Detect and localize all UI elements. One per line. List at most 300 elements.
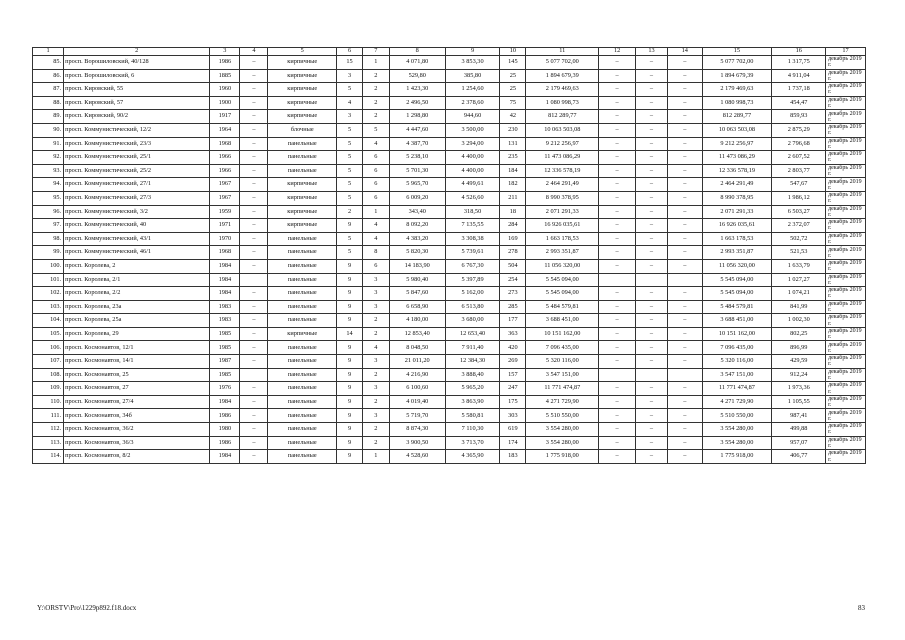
unit-cost-cell: 1 737,18 [772,83,826,97]
unit-cost-cell: 1 317,75 [772,56,826,70]
header-cell: 4 [240,48,268,56]
living-area-cell: 318,50 [445,205,500,219]
total-area-cell: 8 874,30 [389,423,445,437]
row-number-cell: 99. [33,246,64,260]
regional-cost-cell: – [635,341,667,355]
floors-cell: 9 [337,300,363,314]
table-row [33,232,866,246]
table-row [33,56,866,70]
reconstruction-year-cell: – [240,341,268,355]
wall-material-cell: кирпичные [268,110,337,124]
local-cost-cell: – [668,314,702,328]
living-area-cell: 3 680,00 [445,314,500,328]
owners-cost-cell: 8 990 378,95 [702,191,772,205]
entrances-cell: 3 [362,287,389,301]
floors-cell: 9 [337,314,363,328]
reconstruction-year-cell: – [240,56,268,70]
address-cell: просп. Космонавтов, 27 [64,382,210,396]
total-cost-cell: 10 063 503,08 [526,123,599,137]
total-cost-cell: 1 894 679,39 [526,69,599,83]
residents-cell: 169 [500,232,526,246]
unit-cost-cell: 2 875,29 [772,123,826,137]
reconstruction-year-cell: – [240,178,268,192]
unit-cost-cell: 1 973,36 [772,382,826,396]
reconstruction-year-cell: – [240,137,268,151]
entrances-cell: 6 [362,151,389,165]
table-row [33,191,866,205]
year-built-cell: 1984 [210,273,240,287]
unit-cost-cell: 2 803,77 [772,164,826,178]
owners-cost-cell: 16 926 035,61 [702,219,772,233]
row-number-cell: 110. [33,395,64,409]
row-number-cell: 114. [33,450,64,464]
total-area-cell: 4 383,20 [389,232,445,246]
deadline-cell: декабрь 2019 г. [826,56,866,70]
fund-cost-cell: – [599,69,636,83]
total-cost-cell: 16 926 035,61 [526,219,599,233]
wall-material-cell: кирпичные [268,96,337,110]
owners-cost-cell: 5 077 702,00 [702,56,772,70]
file-path: Y:\ORSTV\Pro\1229p892.f18.docx [37,604,137,612]
address-cell: просп. Ворошиловский, 6 [64,69,210,83]
regional-cost-cell: – [635,83,667,97]
header-cell: 17 [826,48,866,56]
living-area-cell: 7 110,30 [445,423,500,437]
year-built-cell: 1970 [210,232,240,246]
entrances-cell: 2 [362,314,389,328]
table-row [33,83,866,97]
owners-cost-cell: 812 289,77 [702,110,772,124]
regional-cost-cell: – [635,436,667,450]
reconstruction-year-cell: – [240,300,268,314]
wall-material-cell: кирпичные [268,83,337,97]
total-cost-cell: 5 545 094,00 [526,273,599,287]
living-area-cell: 7 911,40 [445,341,500,355]
owners-cost-cell: 10 063 503,08 [702,123,772,137]
total-area-cell: 4 019,40 [389,395,445,409]
wall-material-cell: кирпичные [268,69,337,83]
living-area-cell: 3 294,00 [445,137,500,151]
header-cell: 10 [500,48,526,56]
table-row [33,423,866,437]
total-cost-cell: 5 320 116,00 [526,355,599,369]
floors-cell: 9 [337,450,363,464]
row-number-cell: 91. [33,137,64,151]
residents-cell: 420 [500,341,526,355]
total-area-cell: 6 009,20 [389,191,445,205]
regional-cost-cell: – [635,178,667,192]
owners-cost-cell: 11 771 474,87 [702,382,772,396]
year-built-cell: 1983 [210,314,240,328]
living-area-cell: 12 384,30 [445,355,500,369]
deadline-cell: декабрь 2019 г. [826,164,866,178]
address-cell: просп. Кировский, 55 [64,83,210,97]
living-area-cell: 3 500,00 [445,123,500,137]
entrances-cell: 2 [362,436,389,450]
row-number-cell: 101. [33,273,64,287]
floors-cell: 5 [337,83,363,97]
unit-cost-cell: 2 607,52 [772,151,826,165]
owners-cost-cell: 2 179 469,63 [702,83,772,97]
total-cost-cell: 12 336 578,19 [526,164,599,178]
floors-cell: 5 [337,137,363,151]
reconstruction-year-cell: – [240,409,268,423]
local-cost-cell: – [668,382,702,396]
total-cost-cell: 2 071 291,33 [526,205,599,219]
unit-cost-cell: 957,07 [772,436,826,450]
regional-cost-cell: – [635,327,667,341]
reconstruction-year-cell: – [240,96,268,110]
floors-cell: 9 [337,423,363,437]
reconstruction-year-cell: – [240,69,268,83]
owners-cost-cell: 5 545 094,00 [702,273,772,287]
address-cell: просп. Королева, 29 [64,327,210,341]
deadline-cell: декабрь 2019 г. [826,232,866,246]
table-row [33,123,866,137]
table-row [33,246,866,260]
address-cell: просп. Космонавтов, 12/1 [64,341,210,355]
row-number-cell: 93. [33,164,64,178]
total-area-cell: 529,80 [389,69,445,83]
address-cell: просп. Космонавтов, 8/2 [64,450,210,464]
living-area-cell: 385,80 [445,69,500,83]
deadline-cell: декабрь 2019 г. [826,83,866,97]
floors-cell: 15 [337,56,363,70]
address-cell: просп. Коммунистический, 12/2 [64,123,210,137]
address-cell: просп. Коммунистический, 40 [64,219,210,233]
wall-material-cell: кирпичные [268,56,337,70]
entrances-cell: 6 [362,164,389,178]
regional-cost-cell: – [635,96,667,110]
owners-cost-cell: 10 151 162,00 [702,327,772,341]
local-cost-cell: – [668,219,702,233]
deadline-cell: декабрь 2019 г. [826,137,866,151]
row-number-cell: 111. [33,409,64,423]
header-cell: 9 [445,48,500,56]
residents-cell: 184 [500,164,526,178]
wall-material-cell: панельные [268,232,337,246]
regional-cost-cell: – [635,382,667,396]
total-cost-cell: 11 771 474,87 [526,382,599,396]
wall-material-cell: панельные [268,300,337,314]
residents-cell: 157 [500,368,526,382]
reconstruction-year-cell: – [240,355,268,369]
address-cell: просп. Королева, 2/2 [64,287,210,301]
row-number-cell: 94. [33,178,64,192]
local-cost-cell: – [668,123,702,137]
year-built-cell: 1885 [210,69,240,83]
unit-cost-cell: 1 002,30 [772,314,826,328]
reconstruction-year-cell: – [240,395,268,409]
entrances-cell: 8 [362,246,389,260]
total-area-cell: 5 719,70 [389,409,445,423]
row-number-cell: 90. [33,123,64,137]
local-cost-cell: – [668,436,702,450]
year-built-cell: 1968 [210,137,240,151]
year-built-cell: 1984 [210,450,240,464]
total-area-cell: 4 528,60 [389,450,445,464]
floors-cell: 9 [337,395,363,409]
total-cost-cell: 2 179 469,63 [526,83,599,97]
deadline-cell: декабрь 2019 г. [826,259,866,273]
table-row [33,341,866,355]
total-area-cell: 1 423,30 [389,83,445,97]
deadline-cell: декабрь 2019 г. [826,69,866,83]
address-cell: просп. Космонавтов, 36/2 [64,423,210,437]
owners-cost-cell: 11 473 086,29 [702,151,772,165]
year-built-cell: 1966 [210,151,240,165]
floors-cell: 5 [337,178,363,192]
wall-material-cell: панельные [268,368,337,382]
total-area-cell: 3 900,50 [389,436,445,450]
residents-cell: 183 [500,450,526,464]
total-cost-cell: 2 464 291,49 [526,178,599,192]
unit-cost-cell: 912,24 [772,368,826,382]
total-cost-cell: 5 545 094,00 [526,287,599,301]
local-cost-cell [668,273,702,287]
unit-cost-cell: 454,47 [772,96,826,110]
local-cost-cell [668,368,702,382]
wall-material-cell: панельные [268,273,337,287]
address-cell: просп. Королева, 23а [64,300,210,314]
year-built-cell: 1968 [210,246,240,260]
address-cell: просп. Коммунистический, 23/3 [64,137,210,151]
local-cost-cell: – [668,232,702,246]
year-built-cell: 1976 [210,382,240,396]
wall-material-cell: панельные [268,395,337,409]
total-area-cell: 4 447,60 [389,123,445,137]
table-row [33,382,866,396]
address-cell: просп. Коммунистический, 43/1 [64,232,210,246]
reconstruction-year-cell: – [240,110,268,124]
wall-material-cell: панельные [268,355,337,369]
wall-material-cell: панельные [268,164,337,178]
wall-material-cell: панельные [268,423,337,437]
address-cell: просп. Космонавтов, 25 [64,368,210,382]
deadline-cell: декабрь 2019 г. [826,409,866,423]
reconstruction-year-cell: – [240,423,268,437]
total-cost-cell: 3 688 451,00 [526,314,599,328]
regional-cost-cell: – [635,151,667,165]
deadline-cell: декабрь 2019 г. [826,191,866,205]
entrances-cell: 3 [362,355,389,369]
deadline-cell: декабрь 2019 г. [826,110,866,124]
year-built-cell: 1985 [210,327,240,341]
owners-cost-cell: 1 663 178,53 [702,232,772,246]
reconstruction-year-cell [240,273,268,287]
total-area-cell: 8 048,50 [389,341,445,355]
table-row [33,409,866,423]
total-cost-cell: 4 271 729,90 [526,395,599,409]
fund-cost-cell: – [599,232,636,246]
owners-cost-cell: 9 212 256,97 [702,137,772,151]
row-number-cell: 107. [33,355,64,369]
header-cell: 3 [210,48,240,56]
regional-cost-cell: – [635,314,667,328]
local-cost-cell: – [668,409,702,423]
address-cell: просп. Кировский, 57 [64,96,210,110]
deadline-cell: декабрь 2019 г. [826,219,866,233]
total-area-cell: 6 658,90 [389,300,445,314]
entrances-cell: 2 [362,96,389,110]
total-area-cell: 8 092,20 [389,219,445,233]
entrances-cell: 6 [362,191,389,205]
regional-cost-cell: – [635,300,667,314]
year-built-cell: 1986 [210,436,240,450]
entrances-cell: 1 [362,205,389,219]
wall-material-cell: панельные [268,450,337,464]
floors-cell: 14 [337,327,363,341]
regional-cost-cell: – [635,137,667,151]
table-row [33,259,866,273]
fund-cost-cell [599,368,636,382]
header-cell: 6 [337,48,363,56]
total-cost-cell: 5 077 702,00 [526,56,599,70]
living-area-cell: 2 378,60 [445,96,500,110]
year-built-cell: 1986 [210,409,240,423]
regional-cost-cell: – [635,246,667,260]
year-built-cell: 1967 [210,178,240,192]
row-number-cell: 109. [33,382,64,396]
reconstruction-year-cell: – [240,436,268,450]
fund-cost-cell: – [599,205,636,219]
deadline-cell: декабрь 2019 г. [826,246,866,260]
deadline-cell: декабрь 2019 г. [826,423,866,437]
entrances-cell: 2 [362,327,389,341]
total-area-cell: 4 071,80 [389,56,445,70]
total-area-cell: 5 701,30 [389,164,445,178]
total-area-cell: 5 847,60 [389,287,445,301]
deadline-cell: декабрь 2019 г. [826,287,866,301]
header-cell: 5 [268,48,337,56]
local-cost-cell: – [668,110,702,124]
regional-cost-cell [635,368,667,382]
entrances-cell: 4 [362,137,389,151]
residents-cell: 230 [500,123,526,137]
entrances-cell: 4 [362,232,389,246]
owners-cost-cell: 3 688 451,00 [702,314,772,328]
local-cost-cell: – [668,56,702,70]
owners-cost-cell: 11 056 320,00 [702,259,772,273]
row-number-cell: 113. [33,436,64,450]
total-cost-cell: 3 554 280,00 [526,423,599,437]
fund-cost-cell: – [599,287,636,301]
residents-cell: 75 [500,96,526,110]
regional-cost-cell: – [635,110,667,124]
wall-material-cell: кирпичные [268,191,337,205]
reconstruction-year-cell: – [240,219,268,233]
regional-cost-cell [635,273,667,287]
entrances-cell: 3 [362,300,389,314]
owners-cost-cell: 3 554 280,00 [702,423,772,437]
local-cost-cell: – [668,355,702,369]
wall-material-cell: панельные [268,382,337,396]
deadline-cell: декабрь 2019 г. [826,205,866,219]
reconstruction-year-cell: – [240,123,268,137]
header-cell: 2 [64,48,210,56]
entrances-cell: 2 [362,83,389,97]
living-area-cell: 5 965,20 [445,382,500,396]
fund-cost-cell: – [599,314,636,328]
row-number-cell: 85. [33,56,64,70]
address-cell: просп. Королева, 2/1 [64,273,210,287]
entrances-cell: 4 [362,219,389,233]
deadline-cell: декабрь 2019 г. [826,273,866,287]
fund-cost-cell: – [599,382,636,396]
reconstruction-year-cell [240,368,268,382]
header-cell: 16 [772,48,826,56]
year-built-cell: 1959 [210,205,240,219]
total-cost-cell: 1 080 998,73 [526,96,599,110]
deadline-cell: декабрь 2019 г. [826,341,866,355]
fund-cost-cell: – [599,300,636,314]
total-cost-cell: 3 554 280,00 [526,436,599,450]
floors-cell: 9 [337,259,363,273]
living-area-cell: 6 513,80 [445,300,500,314]
floors-cell: 9 [337,368,363,382]
table-row [33,355,866,369]
living-area-cell: 3 853,30 [445,56,500,70]
unit-cost-cell: 1 074,21 [772,287,826,301]
buildings-table [32,47,866,464]
local-cost-cell: – [668,191,702,205]
total-cost-cell: 9 212 256,97 [526,137,599,151]
owners-cost-cell: 3 547 151,00 [702,368,772,382]
reconstruction-year-cell: – [240,232,268,246]
residents-cell: 254 [500,273,526,287]
residents-cell: 177 [500,314,526,328]
total-cost-cell: 1 663 178,53 [526,232,599,246]
address-cell: просп. Королева, 2 [64,259,210,273]
year-built-cell: 1983 [210,300,240,314]
deadline-cell: декабрь 2019 г. [826,151,866,165]
address-cell: просп. Космонавтов, 36/3 [64,436,210,450]
local-cost-cell: – [668,259,702,273]
total-cost-cell: 1 775 918,00 [526,450,599,464]
unit-cost-cell: 1 986,12 [772,191,826,205]
address-cell: просп. Королева, 25а [64,314,210,328]
address-cell: просп. Ворошиловский, 40/128 [64,56,210,70]
living-area-cell: 944,60 [445,110,500,124]
total-cost-cell: 8 990 378,95 [526,191,599,205]
local-cost-cell: – [668,151,702,165]
table-row [33,314,866,328]
unit-cost-cell: 547,67 [772,178,826,192]
living-area-cell: 3 863,90 [445,395,500,409]
year-built-cell: 1971 [210,219,240,233]
row-number-cell: 87. [33,83,64,97]
fund-cost-cell: – [599,83,636,97]
reconstruction-year-cell: – [240,314,268,328]
year-built-cell: 1986 [210,56,240,70]
floors-cell: 9 [337,436,363,450]
floors-cell: 9 [337,287,363,301]
total-area-cell: 343,40 [389,205,445,219]
residents-cell: 303 [500,409,526,423]
year-built-cell: 1984 [210,259,240,273]
regional-cost-cell: – [635,164,667,178]
residents-cell: 235 [500,151,526,165]
table-row [33,205,866,219]
fund-cost-cell: – [599,178,636,192]
address-cell: просп. Космонавтов, 14/1 [64,355,210,369]
reconstruction-year-cell: – [240,327,268,341]
regional-cost-cell: – [635,450,667,464]
row-number-cell: 89. [33,110,64,124]
regional-cost-cell: – [635,56,667,70]
table-row [33,110,866,124]
residents-cell: 25 [500,69,526,83]
